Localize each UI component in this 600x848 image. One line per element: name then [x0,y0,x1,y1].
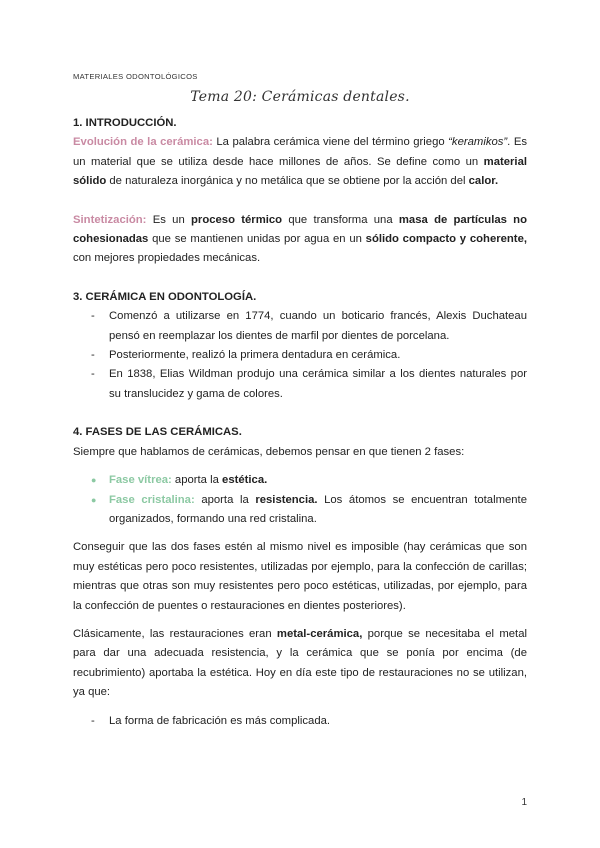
list-item-text: Comenzó a utilizarse en 1774, cuando un boticario francés, Alexis Duchateau pensó en reemplazar los dientes de marfil por dientes de porcelana. [109,310,527,342]
bold-term: proceso térmico [191,213,283,226]
section-heading-odontologia: 3. CERÁMICA EN ODONTOLOGÍA. [73,290,257,303]
list-item [73,712,527,731]
reasons-list [73,712,527,731]
dot-bullet-icon: ● [91,475,97,486]
text-run: aporta la [171,474,223,487]
text-run: que transforma una [282,213,399,226]
list-item-text: En 1838, Elias Wildman produjo una cerámica similar a los dientes naturales por su translucidez y gama de colores. [109,368,527,400]
term-label-fase-cristalina: Fase cristalina: [109,493,195,506]
document-title: Tema 20: Cerámicas dentales. [190,89,410,105]
text-run: con mejores propiedades mecánicas. [73,252,261,265]
text-run: porque se necesitaba el metal para dar una adecuada resistencia, y la cerámica que se ponía por encima (de recubrimiento) aportaba la estética. Hoy en día este tipo de restauraciones no se utilizan, ya que: [73,627,527,699]
bold-term: sólido compacto y coherente, [365,233,527,246]
dash-bullet: - [91,310,95,323]
term-label-fase-vitrea: Fase vítrea: [109,474,172,487]
bold-term: estética. [222,474,268,487]
greek-term: “keramikos” [448,136,508,149]
list-item-text: La forma de fabricación es más complicada. [109,714,331,727]
dash-bullet: - [91,368,95,381]
text-run: Es un [146,213,192,226]
dash-bullet: - [91,714,95,727]
text-run: Los átomos se encuentran totalmente organizados, formando una red cristalina. [109,493,527,525]
term-label-evolucion: Evolución de la cerámica: [73,136,213,149]
paragraph-metal-ceramica [73,625,527,703]
text-run: de naturaleza inorgánica y no metálica que se obtiene por la acción del [106,175,469,188]
bold-term: material sólido [73,155,527,188]
dash-bullet: - [91,349,95,362]
list-item [73,307,527,346]
section-heading-introduccion: 1. INTRODUCCIÓN. [73,117,177,129]
text-run: aporta la [194,493,256,506]
text-run: La palabra cerámica viene del término griego [212,136,449,149]
bold-term: resistencia. [255,493,318,506]
text-run: . Es un material que se utiliza desde hace millones de años. Se define como un [73,136,528,168]
course-header: MATERIALES ODONTOLÓGICOS [73,72,198,81]
text-run: que se mantienen unidas por agua en un [148,233,366,246]
bold-term: calor. [468,175,499,188]
phases-list [73,471,527,529]
bold-term: masa de partículas no cohesionadas [73,213,527,246]
history-list [73,307,527,404]
paragraph-evolucion [73,133,527,191]
dot-bullet-icon: ● [91,494,97,505]
paragraph-sintetizacion [73,211,527,269]
list-item [73,365,527,404]
bold-term: metal-cerámica, [276,627,363,640]
paragraph-fases-intro: Siempre que hablamos de cerámicas, debemos pensar en que tienen 2 fases: [73,445,465,458]
paragraph-equilibrio-fases: Conseguir que las dos fases estén al mismo nivel es imposible (hay cerámicas que son muy estéticas pero poco resistentes, utilizadas por ejemplo, para la confección de carillas; mientras que otras son muy resistentes pero poco estéticas, utilizadas, por ejemplo, para la confección de puentes o restauraciones en dientes posteriores). [73,541,527,612]
list-item [73,491,527,530]
list-item [73,471,527,490]
list-item-text: Posteriormente, realizó la primera dentadura en cerámica. [109,349,401,362]
text-run: Clásicamente, las restauraciones eran [73,627,277,640]
page-number: 1 [521,797,527,808]
term-label-sintetizacion: Sintetización: [73,213,147,226]
document-body [73,114,527,731]
section-heading-fases: 4. FASES DE LAS CERÁMICAS. [73,426,242,439]
list-item [73,346,527,365]
